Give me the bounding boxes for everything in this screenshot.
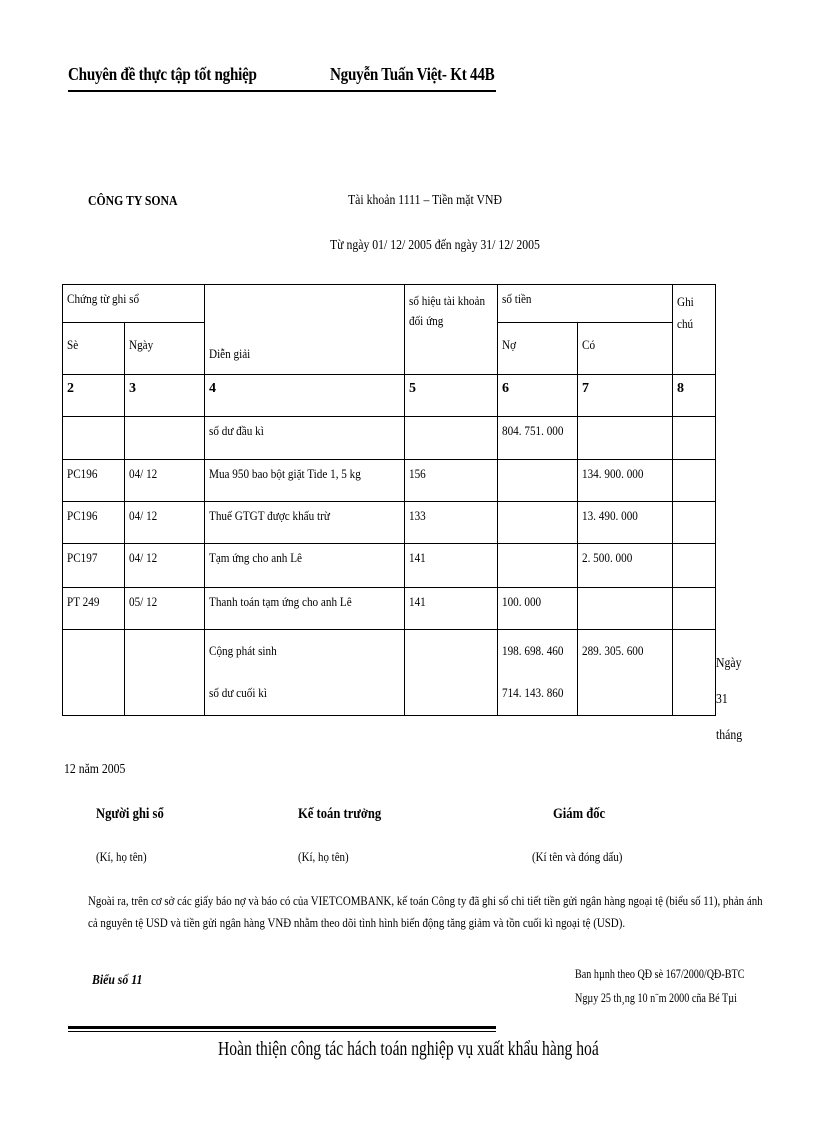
account-title: Tài khoản 1111 – Tiền mặt VNĐ — [348, 193, 502, 208]
account-header: số hiệu tài khoản đối ứng — [405, 285, 498, 375]
table-row — [63, 588, 716, 630]
date-year: 12 năm 2005 — [64, 762, 126, 777]
column-number: 4 — [205, 375, 405, 417]
date-day-value: 31 — [716, 692, 728, 707]
signature-role: Giám đốc — [553, 806, 606, 822]
footer-title: Hoàn thiện công tác hách toán nghiệp vụ xuất khẩu hàng hoá — [218, 1038, 599, 1060]
credit: 134. 900. 000 — [582, 466, 644, 481]
column-number: 5 — [405, 375, 498, 417]
signature-instruction: (Kí, họ tên) — [298, 849, 349, 864]
header-rule — [68, 90, 496, 92]
opening-balance-row — [63, 417, 716, 460]
voucher-no-header: Sè — [63, 323, 125, 375]
column-number: 8 — [673, 375, 716, 417]
header-right-title: Nguyễn Tuấn Việt- Kt 44B — [330, 64, 495, 84]
voucher-date: 04/ 12 — [129, 466, 158, 481]
totals-debit-cell — [498, 630, 578, 716]
column-number: 7 — [578, 375, 673, 417]
column-number: 3 — [125, 375, 205, 417]
period-range: Từ ngày 01/ 12/ 2005 đến ngày 31/ 12/ 2005 — [330, 238, 540, 253]
debit-header: Nợ — [498, 323, 578, 375]
account: 133 — [409, 508, 426, 523]
description: Thuế GTGT được khấu trừ — [209, 508, 330, 523]
voucher-no: PC196 — [67, 508, 98, 523]
totals-row — [63, 630, 716, 716]
credit: 13. 490. 000 — [582, 508, 638, 523]
debit: 100. 000 — [502, 594, 542, 609]
totals-labels — [205, 630, 405, 716]
table-row — [63, 460, 716, 502]
opening-balance-label: số dư đầu kì — [205, 417, 405, 460]
date-day-label: Ngày — [716, 656, 742, 671]
description: Thanh toán tạm ứng cho anh Lê — [209, 594, 352, 609]
voucher-no: PC196 — [67, 466, 98, 481]
account: 141 — [409, 594, 426, 609]
description: Tạm ứng cho anh Lê — [209, 550, 303, 565]
signature-instruction: (Kí tên và đóng dấu) — [532, 849, 623, 864]
signature-role: Kế toán trưởng — [298, 806, 382, 822]
issued-by-line1: Ban hµnh theo QĐ sè 167/2000/QĐ-BTC — [575, 966, 745, 981]
credit-header: Có — [578, 323, 673, 375]
voucher-date: 04/ 12 — [129, 508, 158, 523]
form-label: Biểu số 11 — [92, 973, 143, 988]
signature-instruction: (Kí, họ tên) — [96, 849, 147, 864]
company-name: CÔNG TY SONA — [88, 194, 178, 209]
table-row — [63, 502, 716, 544]
closing-balance-label: số dư cuối kì — [209, 685, 267, 700]
amount-group-header: số tiền — [498, 285, 673, 323]
column-number-row — [63, 375, 716, 417]
voucher-group-header: Chứng từ ghi sổ — [63, 285, 205, 323]
voucher-date: 05/ 12 — [129, 594, 158, 609]
note-header: Ghi chú — [673, 285, 716, 375]
footer-rule — [68, 1026, 496, 1029]
description: Mua 950 bao bột giặt Tide 1, 5 kg — [209, 466, 361, 481]
voucher-date-header: Ngày — [125, 323, 205, 375]
voucher-no: PT 249 — [67, 594, 100, 609]
date-month-label: tháng — [716, 728, 743, 743]
closing-balance-debit: 714. 143. 860 — [502, 685, 564, 700]
totals-label: Cộng phát sinh — [209, 643, 277, 658]
totals-debit: 198. 698. 460 — [502, 643, 564, 658]
credit: 2. 500. 000 — [582, 550, 633, 565]
body-paragraph: Ngoài ra, trên cơ sở các giấy báo nợ và báo có của VIETCOMBANK, kế toán Công ty đã ghi sổ chi tiết tiền gửi ngân hàng ngoại tệ (biểu số 11), phản ánh cả nguyên tệ USD và tiền gửi ngân hàng VNĐ nhằm theo dõi tình hình biến động tăng giảm và tồn cuối kì ngoại tệ (USD). — [88, 893, 763, 930]
voucher-date: 04/ 12 — [129, 550, 158, 565]
header-left-title: Chuyên đề thực tập tốt nghiệp — [68, 64, 257, 84]
issued-by-line2: Ngµy 25 th¸ng 10 n¨m 2000 cña Bé Tµi — [575, 990, 737, 1005]
account: 141 — [409, 550, 426, 565]
account: 156 — [409, 466, 426, 481]
description-header: Diễn giải — [205, 285, 405, 375]
column-number: 2 — [63, 375, 125, 417]
totals-credit: 289. 305. 600 — [578, 630, 673, 716]
signature-role: Người ghi sổ — [96, 806, 164, 822]
column-number: 6 — [498, 375, 578, 417]
opening-balance-debit: 804. 751. 000 — [498, 417, 578, 460]
table-row — [63, 544, 716, 588]
footer-rule-thin — [68, 1031, 496, 1032]
ledger-table — [62, 284, 716, 716]
voucher-no: PC197 — [67, 550, 98, 565]
